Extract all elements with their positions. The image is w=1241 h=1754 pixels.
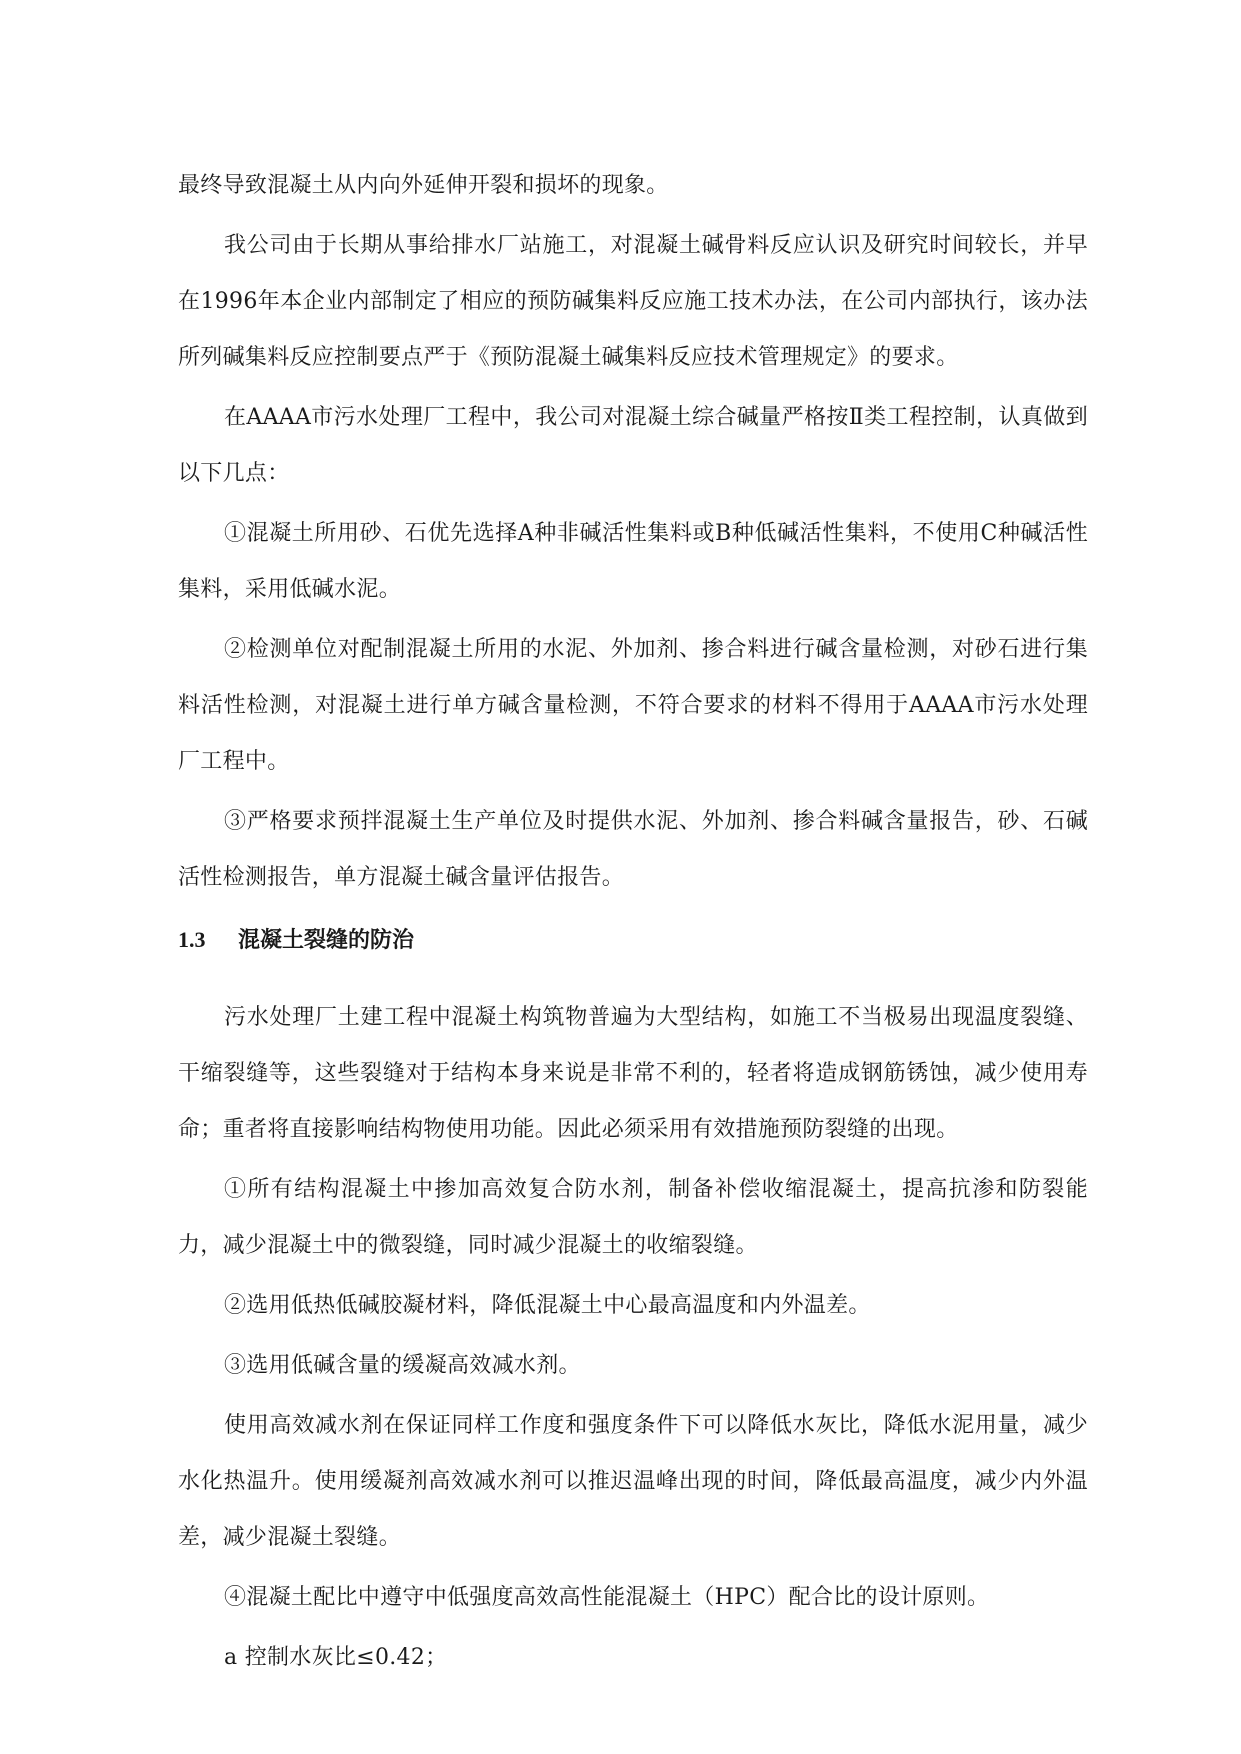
list-item-low-heat-binder: ②选用低热低碱胶凝材料，降低混凝土中心最高温度和内外温差。 bbox=[224, 1293, 871, 1318]
paragraph-continuation: 最终导致混凝土从内向外延伸开裂和损坏的现象。 bbox=[178, 173, 669, 198]
section-title: 混凝土裂缝的防治 bbox=[238, 927, 415, 953]
list-item-supplier-reports: ③严格要求预拌混凝土生产单位及时提供水泥、外加剂、掺合料碱含量报告，砂、石碱活性检测报告，单方混凝土碱含量评估报告。 bbox=[178, 809, 1088, 890]
list-item-hpc-principle: ④混凝土配比中遵守中低强度高效高性能混凝土（HPC）配合比的设计原则。 bbox=[224, 1585, 990, 1610]
list-item-alkali-testing: ②检测单位对配制混凝土所用的水泥、外加剂、掺合料进行碱含量检测，对砂石进行集料活性检测，对混凝土进行单方碱含量检测，不符合要求的材料不得用于AAAA市污水处理厂工程中。 bbox=[178, 637, 1088, 774]
list-item-water-cement-ratio: a 控制水灰比≤0.42； bbox=[224, 1645, 448, 1670]
paragraph-company-experience: 我公司由于长期从事给排水厂站施工，对混凝土碱骨料反应认识及研究时间较长，并早在1996年本企业内部制定了相应的预防碱集料反应施工技术办法，在公司内部执行，该办法所列碱集料反应控制要点严于《预防混凝土碱集料反应技术管理规定》的要求。 bbox=[178, 233, 1088, 370]
section-number: 1.3 bbox=[178, 927, 206, 952]
list-item-retarding-reducer: ③选用低碱含量的缓凝高效减水剂。 bbox=[224, 1353, 581, 1378]
document-body bbox=[178, 158, 1088, 1686]
paragraph-crack-overview: 污水处理厂土建工程中混凝土构筑物普遍为大型结构，如施工不当极易出现温度裂缝、干缩裂缝等，这些裂缝对于结构本身来说是非常不利的，轻者将造成钢筋锈蚀，减少使用寿命；重者将直接影响结构物使用功能。因此必须采用有效措施预防裂缝的出现。 bbox=[178, 1005, 1088, 1142]
paragraph-water-reducer-effect: 使用高效减水剂在保证同样工作度和强度条件下可以降低水灰比，降低水泥用量，减少水化热温升。使用缓凝剂高效减水剂可以推迟温峰出现的时间，降低最高温度，减少内外温差，减少混凝土裂缝。 bbox=[178, 1413, 1088, 1550]
paragraph-project-control: 在AAAA市污水处理厂工程中，我公司对混凝土综合碱量严格按Ⅱ类工程控制，认真做到以下几点： bbox=[178, 405, 1088, 486]
list-item-aggregate-selection: ①混凝土所用砂、石优先选择A种非碱活性集料或B种低碱活性集料，不使用C种碱活性集料，采用低碱水泥。 bbox=[178, 521, 1088, 602]
section-heading bbox=[178, 912, 1088, 968]
list-item-waterproof-admixture: ①所有结构混凝土中掺加高效复合防水剂，制备补偿收缩混凝土，提高抗渗和防裂能力，减少混凝土中的微裂缝，同时减少混凝土的收缩裂缝。 bbox=[178, 1177, 1088, 1258]
